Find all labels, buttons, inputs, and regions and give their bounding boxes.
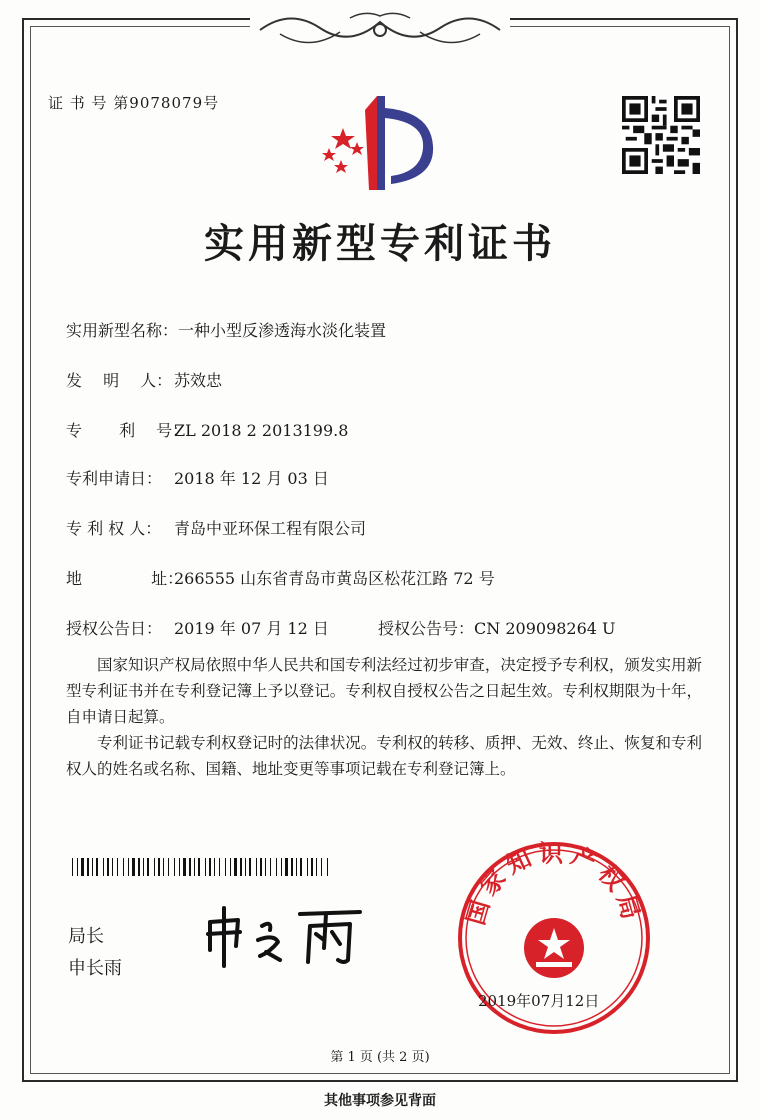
seal-date: 2019年07月12日 (478, 992, 600, 1010)
field-value: 266555 山东省青岛市黄岛区松花江路 72 号 (174, 569, 495, 588)
field-patent-number (66, 418, 348, 441)
field-value: 一种小型反渗透海水淡化装置 (178, 321, 387, 340)
field-value: 2019 年 07 月 12 日 (174, 619, 329, 638)
field-label: 专 利 权 人： (66, 519, 162, 538)
certificate-title: 实用新型专利证书 (204, 220, 556, 267)
field-label: 授权公告号： (378, 619, 475, 638)
field-utility-model-name (66, 318, 386, 341)
field-label: 实用新型名称： (66, 321, 179, 340)
field-value: ZL 2018 2 2013199.8 (174, 421, 349, 440)
director-title: 局长 (68, 926, 104, 947)
field-value: 2018 年 12 月 03 日 (174, 469, 329, 488)
field-grant-date (66, 616, 329, 639)
back-note: 其他事项参见背面 (324, 1093, 436, 1109)
paragraph-grant-statement: 国家知识产权局依照中华人民共和国专利法经过初步审查，决定授予专利权，颁发实用新型专利证书并在专利登记簿上予以登记。专利权自授权公告之日起生效。专利权期限为十年，自申请日起算。 (66, 656, 702, 726)
page-number: 第 1 页 (共 2 页) (330, 1050, 430, 1065)
signature-icon (200, 900, 380, 970)
field-address (66, 566, 495, 589)
field-filing-date (66, 466, 329, 489)
patent-office-logo-icon (315, 88, 445, 198)
field-label: 授权公告日： (66, 619, 163, 638)
field-value: 青岛中亚环保工程有限公司 (174, 519, 367, 538)
svg-text:国家知识产权局 (461, 840, 646, 928)
field-value: CN 209098264 U (474, 619, 616, 638)
director-name: 申长雨 (68, 958, 122, 979)
ornament-icon (250, 8, 510, 52)
field-label: 专利申请日： (66, 469, 163, 488)
field-grant-publication-number (378, 616, 616, 639)
qr-code-icon (622, 96, 700, 174)
field-label: 发 明 人： (66, 371, 173, 390)
certificate-number: 证 书 号 第9078079号 (48, 94, 220, 112)
field-patentee (66, 516, 366, 539)
field-label: 专 利 号： (66, 421, 189, 440)
paragraph-legal-status: 专利证书记载专利权登记时的法律状况。专利权的转移、质押、无效、终止、恢复和专利权人的姓名或名称、国籍、地址变更等事项记载在专利登记簿上。 (66, 734, 702, 778)
barcode-icon (72, 858, 330, 876)
field-inventor (66, 368, 222, 391)
seal-text: 国家知识产权局 (461, 840, 647, 929)
field-value: 苏效忠 (174, 371, 223, 390)
field-label: 地 址： (66, 569, 184, 588)
